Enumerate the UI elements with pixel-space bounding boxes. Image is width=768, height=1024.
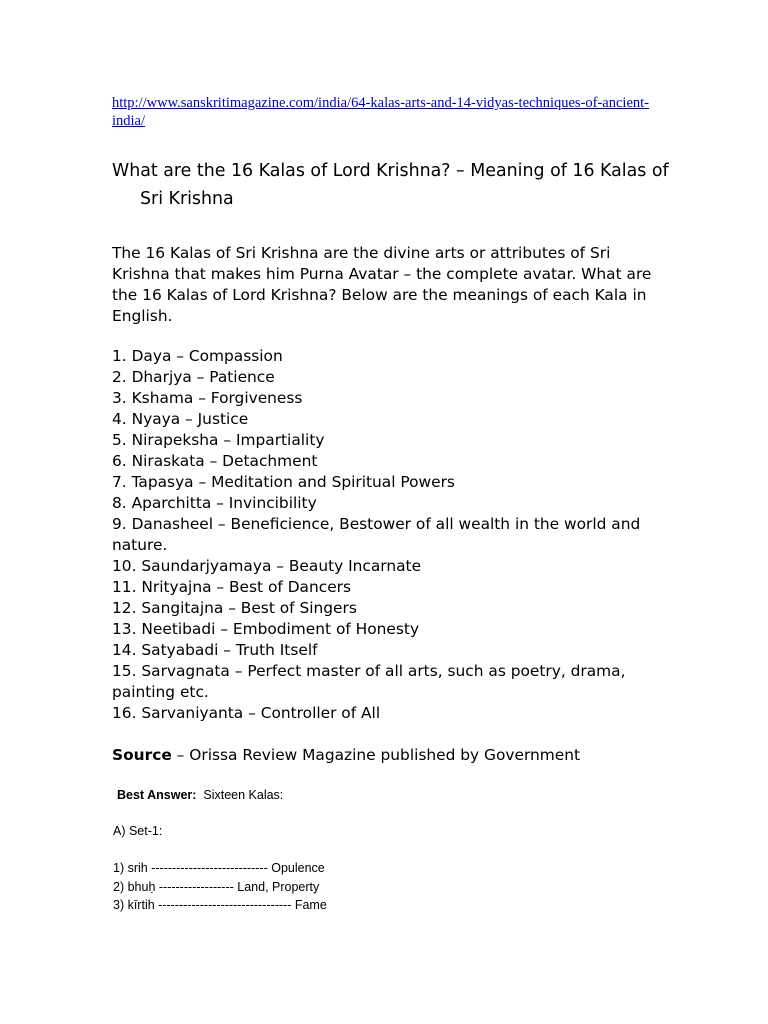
set-item: 3) kīrtih -------------------------------- Fame [113, 898, 327, 912]
kala-item: 14. Satyabadi – Truth Itself [112, 641, 318, 659]
kala-item: 4. Nyaya – Justice [112, 410, 249, 428]
kala-item: 15. Sarvagnata – Perfect master of all arts, such as poetry, drama, painting etc. [112, 662, 626, 701]
kala-item: 13. Neetibadi – Embodiment of Honesty [112, 620, 420, 638]
kala-item: 7. Tapasya – Meditation and Spiritual Powers [112, 473, 455, 491]
kala-item: 1. Daya – Compassion [112, 347, 283, 365]
kala-item: 9. Danasheel – Beneficience, Bestower of all wealth in the world and nature. [112, 515, 641, 554]
kala-item: 3. Kshama – Forgiveness [112, 389, 303, 407]
kala-item: 10. Saundarjyamaya – Beauty Incarnate [112, 557, 422, 575]
kalas-list [112, 346, 652, 724]
kala-item: 12. Sangitajna – Best of Singers [112, 599, 357, 617]
best-answer-label: Best Answer: [117, 788, 197, 802]
article-title: What are the 16 Kalas of Lord Krishna? – Meaning of 16 Kalas of Sri Krishna [112, 161, 669, 209]
kala-item: 8. Aparchitta – Invincibility [112, 494, 317, 512]
kala-item: 2. Dharjya – Patience [112, 368, 275, 386]
kala-item: 6. Niraskata – Detachment [112, 452, 318, 470]
set-item: 1) srih ---------------------------- Opulence [113, 861, 325, 875]
set-heading: A) Set-1: [113, 824, 163, 838]
best-answer-line [117, 786, 657, 804]
best-answer-text: Sixteen Kalas: [196, 788, 284, 802]
kala-item: 11. Nrityajna – Best of Dancers [112, 578, 352, 596]
intro-paragraph: The 16 Kalas of Sri Krishna are the divine arts or attributes of Sri Krishna that makes him Purna Avatar – the complete avatar. What are the 16 Kalas of Lord Krishna? Below are the meanings of each Kala in English. [112, 244, 652, 325]
set-items-list [113, 859, 327, 915]
kala-item: 5. Nirapeksha – Impartiality [112, 431, 325, 449]
source-label: Source [112, 746, 172, 764]
source-line [112, 744, 652, 766]
source-text: – Orissa Review Magazine published by Government [171, 746, 581, 764]
source-link[interactable]: http://www.sanskritimagazine.com/india/64-kalas-arts-and-14-vidyas-techniques-of-ancient-india/ [112, 95, 649, 129]
kala-item: 16. Sarvaniyanta – Controller of All [112, 704, 381, 722]
set-item: 2) bhuḥ ------------------ Land, Property [113, 879, 320, 894]
